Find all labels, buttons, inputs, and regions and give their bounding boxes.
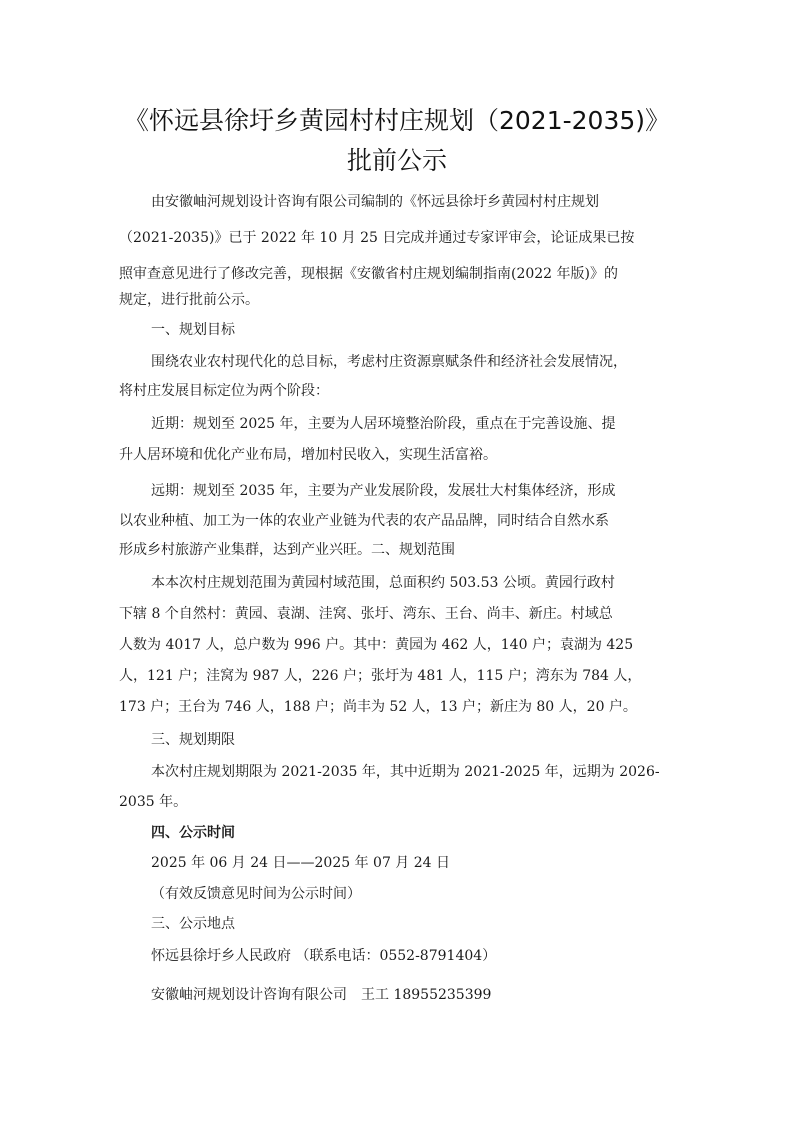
publicity-place-1: 怀远县徐圩乡人民政府 （联系电话：0552-8791404） <box>151 948 497 964</box>
intro-line-4: 规定，进行批前公示。 <box>119 292 259 308</box>
publicity-note: （有效反馈意见时间为公示时间） <box>151 886 361 902</box>
far-term-line-2: 以农业种植、加工为一体的农业产业链为代表的农产品品牌，同时结合自然水系 <box>119 513 609 529</box>
scope-line-1: 本本次村庄规划范围为黄园村域范围，总面积约 503.53 公顷。黄园行政村 <box>151 575 615 591</box>
scope-line-2: 下辖 8 个自然村：黄园、袁湖、洼窝、张圩、湾东、王台、尚丰、新庄。村域总 <box>119 606 613 622</box>
near-term-line-2: 升人居环境和优化产业布局，增加村民收入，实现生活富裕。 <box>119 447 497 463</box>
document-subtitle: 批前公示 <box>346 146 447 175</box>
section-time-heading: 四、公示时间 <box>151 825 235 841</box>
section-period-heading: 三、规划期限 <box>151 732 235 748</box>
goal-para-line-1: 围绕农业农村现代化的总目标，考虑村庄资源禀赋条件和经济社会发展情况， <box>151 354 627 370</box>
intro-line-1: 由安徽岫河规划设计咨询有限公司编制的《怀远县徐圩乡黄园村村庄规划 <box>151 194 599 210</box>
period-line-2: 2035 年。 <box>119 794 188 810</box>
far-term-line-3: 形成乡村旅游产业集群，达到产业兴旺。二、规划范围 <box>119 542 455 558</box>
section-goal-heading: 一、规划目标 <box>151 322 235 338</box>
publicity-date-range: 2025 年 06 月 24 日——2025 年 07 月 24 日 <box>151 855 451 871</box>
publicity-place-2: 安徽岫河规划设计咨询有限公司 王工 18955235399 <box>151 987 492 1003</box>
intro-line-2: （2021-2035)》已于 2022 年 10 月 25 日完成并通过专家评审会，论证成果已按 <box>119 230 635 246</box>
near-term-line-1: 近期：规划至 2025 年，主要为人居环境整治阶段，重点在于完善设施、提 <box>151 416 616 432</box>
period-line-1: 本次村庄规划期限为 2021-2035 年，其中近期为 2021-2025 年，远期为 2026- <box>151 764 660 780</box>
intro-line-3: 照审查意见进行了修改完善，现根据《安徽省村庄规划编制指南(2022 年版)》的 <box>119 266 619 282</box>
section-place-heading: 三、公示地点 <box>151 916 235 932</box>
scope-line-3: 人数为 4017 人，总户数为 996 户。其中：黄园为 462 人，140 户；袁湖为 425 <box>119 637 634 653</box>
far-term-line-1: 远期：规划至 2035 年，主要为产业发展阶段，发展壮大村集体经济，形成 <box>151 483 616 499</box>
document-title: 《怀远县徐圩乡黄园村村庄规划（2021-2035)》 <box>123 106 671 135</box>
goal-para-line-2: 将村庄发展目标定位为两个阶段： <box>119 383 329 399</box>
scope-line-5: 173 户；王台为 746 人，188 户；尚丰为 52 人，13 户；新庄为 80 人，20 户。 <box>119 699 637 715</box>
scope-line-4: 人，121 户；洼窝为 987 人，226 户；张圩为 481 人，115 户；湾东为 784 人， <box>119 668 642 684</box>
